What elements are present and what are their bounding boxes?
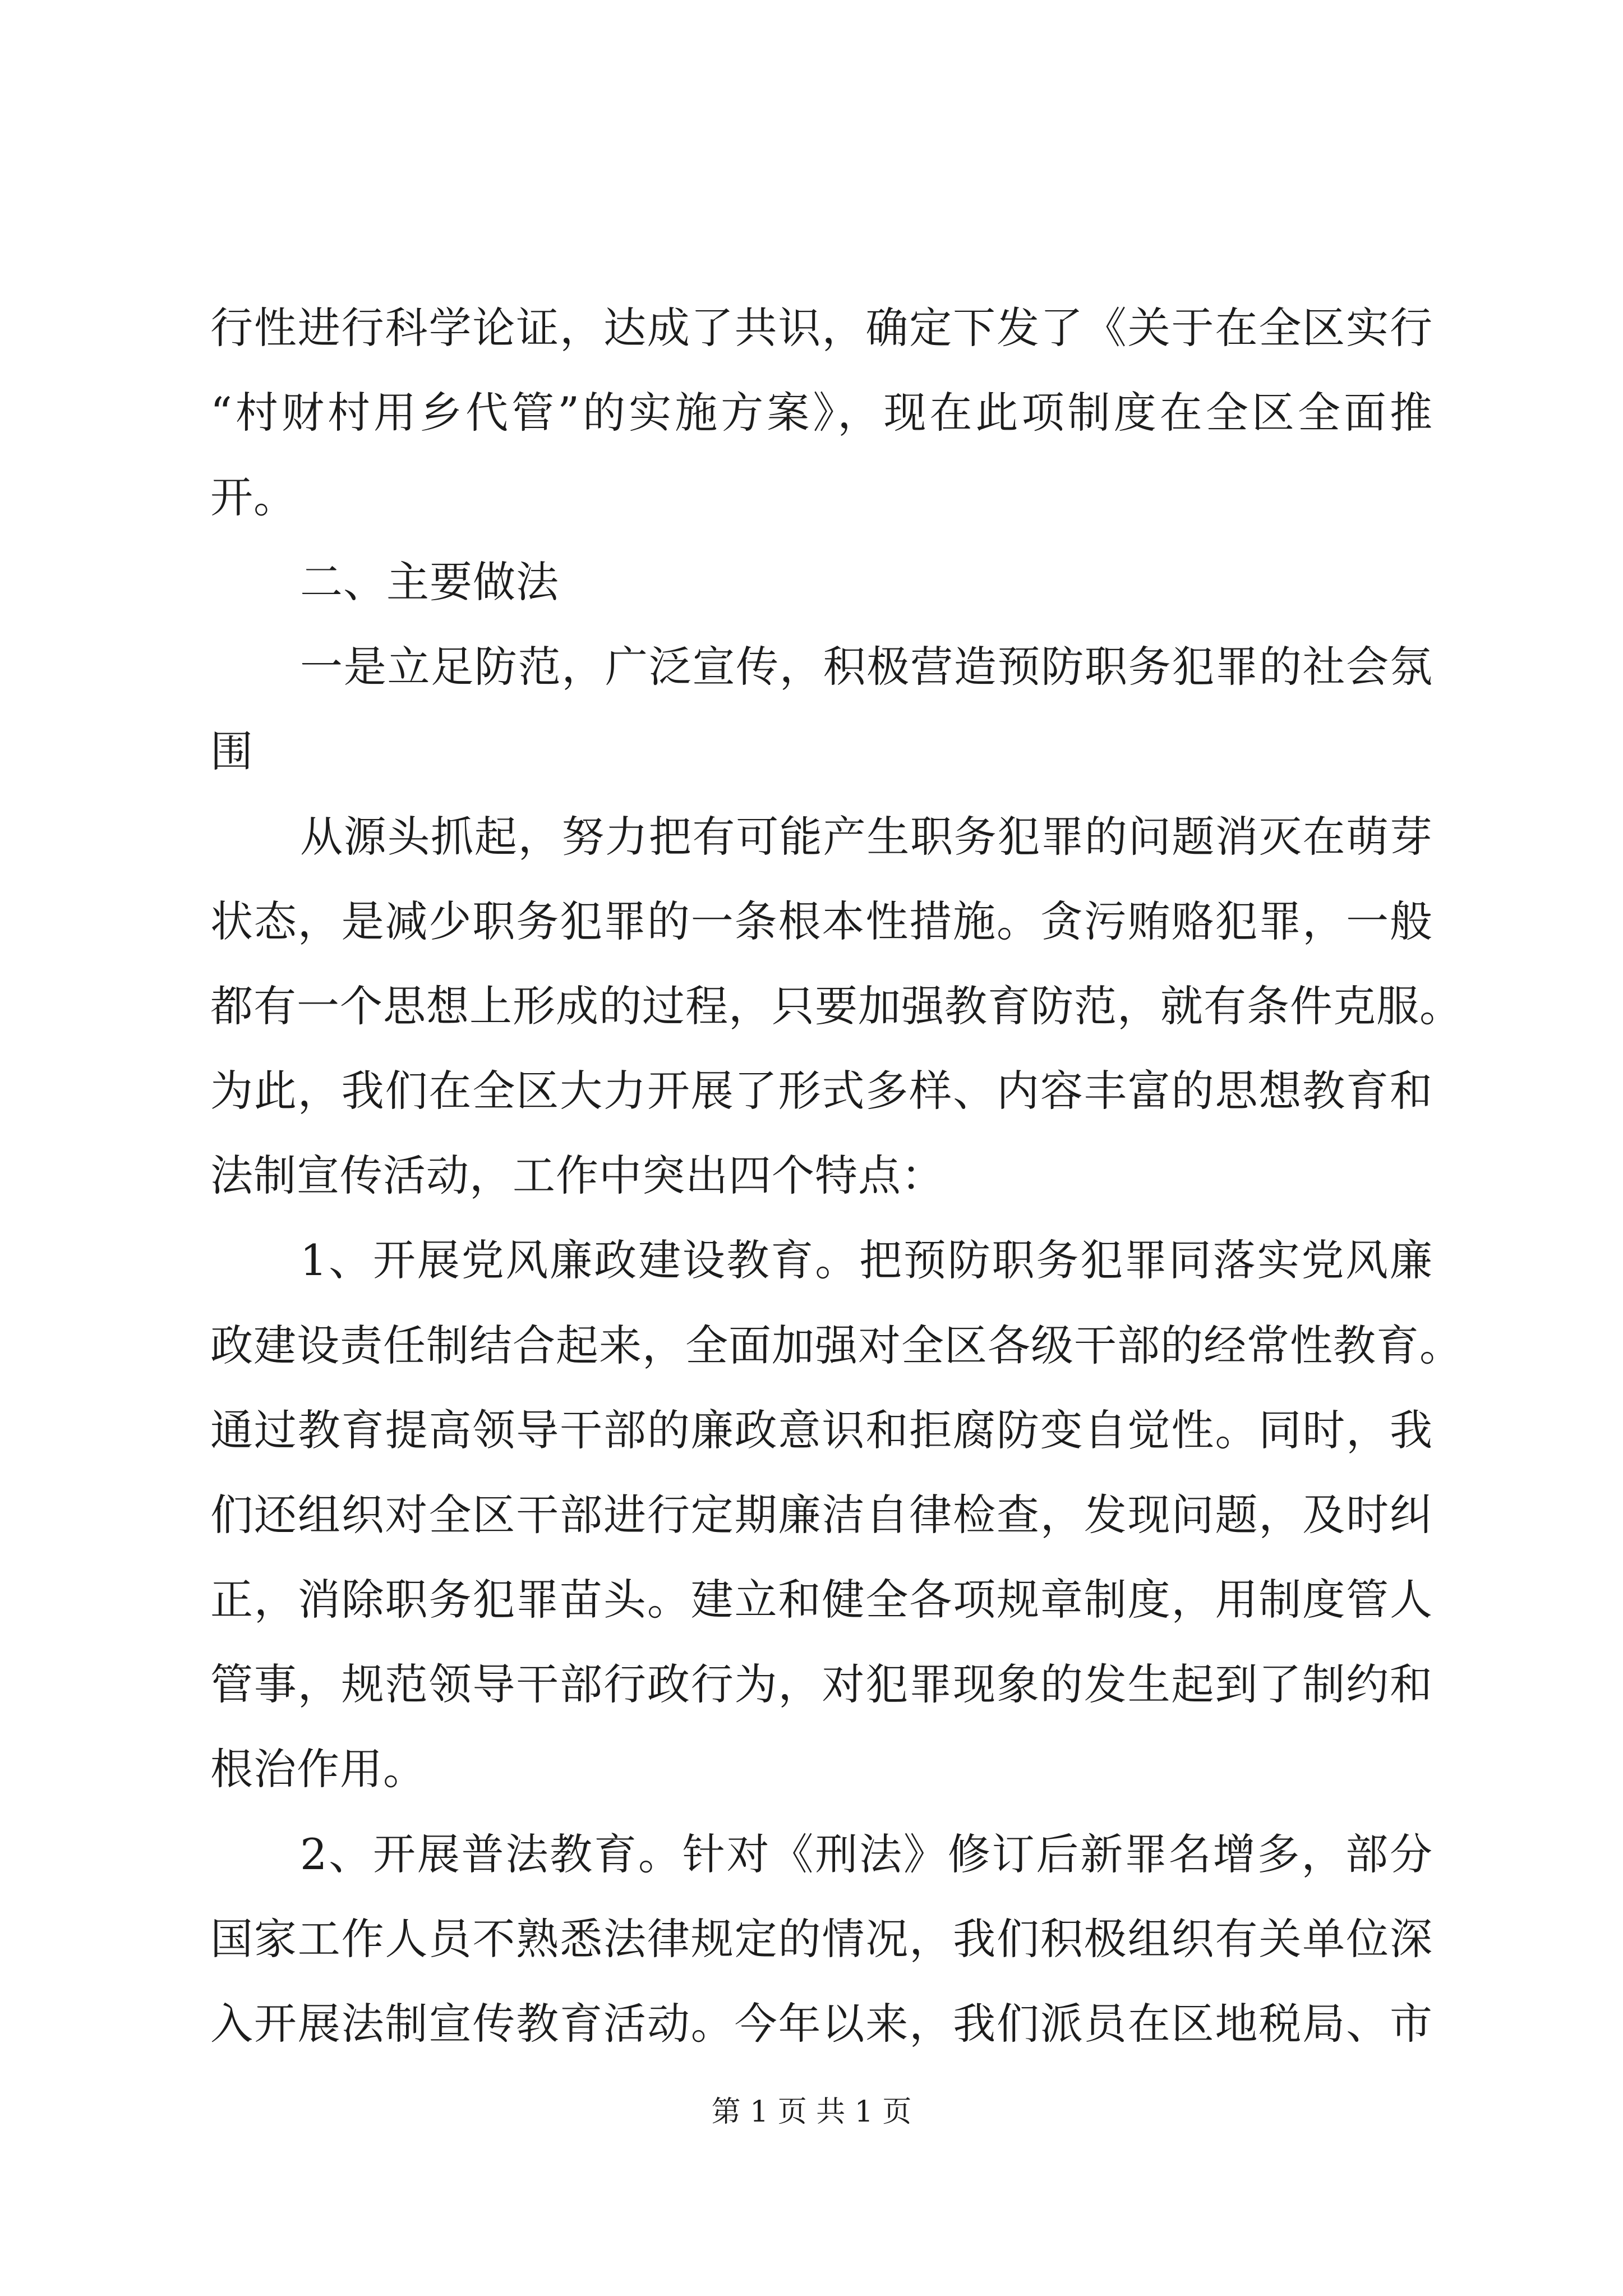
text-line: 状态，是减少职务犯罪的一条根本性措施。贪污贿赂犯罪，一般 <box>210 896 1433 946</box>
text-line: 行性进行科学论证，达成了共识，确定下发了《关于在全区实行 <box>210 303 1433 353</box>
text-line: 国家工作人员不熟悉法律规定的情况，我们积极组织有关单位深 <box>210 1914 1433 1964</box>
text-line: 开。 <box>210 472 297 522</box>
text-line: 正，消除职务犯罪苗头。建立和健全各项规章制度，用制度管人 <box>210 1575 1433 1625</box>
text-line: 法制宣传活动，工作中突出四个特点： <box>210 1151 944 1200</box>
text-line: 为此，我们在全区大力开展了形式多样、内容丰富的思想教育和 <box>210 1066 1433 1116</box>
text-line: 从源头抓起，努力把有可能产生职务犯罪的问题消灭在萌芽 <box>300 812 1433 862</box>
text-line: 政建设责任制结合起来，全面加强对全区各级干部的经常性教育。 <box>210 1320 1463 1370</box>
text-line: 1、开展党风廉政建设教育。把预防职务犯罪同落实党风廉 <box>300 1235 1433 1285</box>
text-line: 根治作用。 <box>210 1744 426 1794</box>
page-number-footer: 第 1 页 共 1 页 <box>711 2095 912 2129</box>
subsection-heading: 一是立足防范，广泛宣传，积极营造预防职务犯罪的社会氛 <box>300 642 1433 692</box>
text-line: “村财村用乡代管”的实施方案》，现在此项制度在全区全面推 <box>210 388 1433 438</box>
text-line: 都有一个思想上形成的过程，只要加强教育防范，就有条件克服。 <box>210 981 1463 1031</box>
text-line: 2、开展普法教育。针对《刑法》修订后新罪名增多，部分 <box>300 1829 1433 1879</box>
text-line: 入开展法制宣传教育活动。今年以来，我们派员在区地税局、市 <box>210 1999 1433 2049</box>
subsection-heading: 围 <box>210 726 253 776</box>
section-heading: 二、主要做法 <box>300 557 559 607</box>
text-line: 管事，规范领导干部行政行为，对犯罪现象的发生起到了制约和 <box>210 1659 1433 1709</box>
text-line: 们还组织对全区干部进行定期廉洁自律检查，发现问题，及时纠 <box>210 1490 1433 1540</box>
text-line: 通过教育提高领导干部的廉政意识和拒腐防变自觉性。同时，我 <box>210 1405 1433 1455</box>
